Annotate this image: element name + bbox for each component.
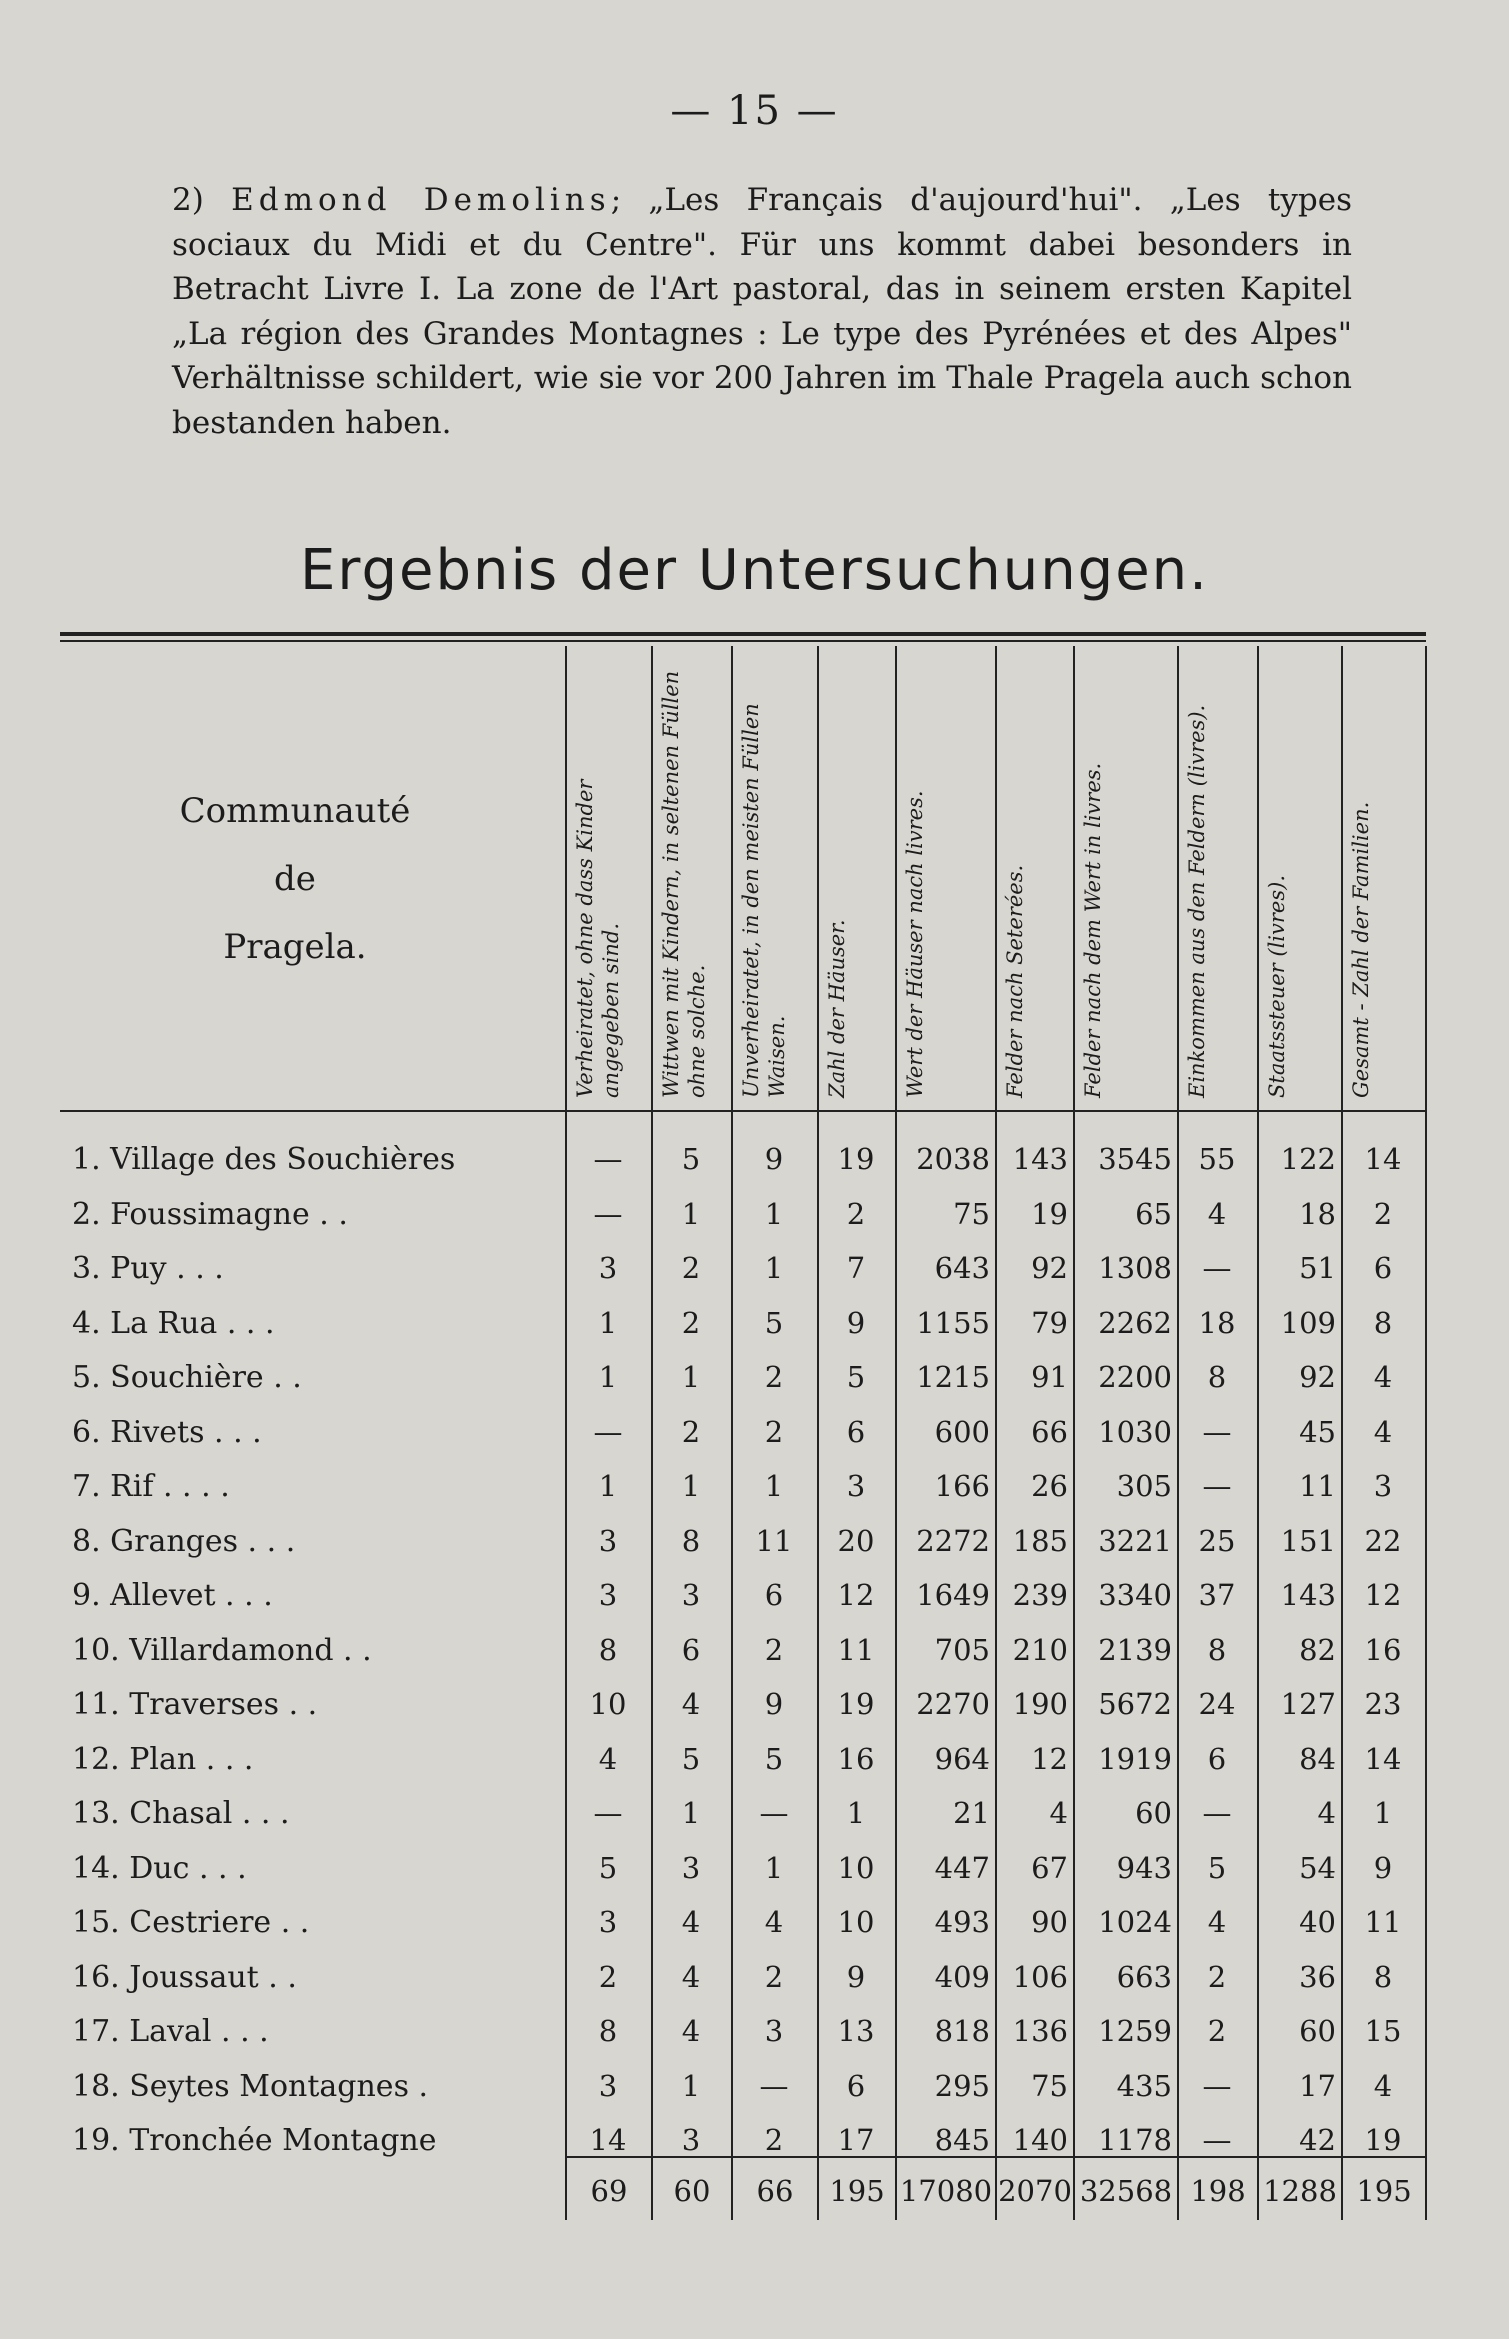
column-divider (651, 646, 653, 2220)
table-cell: 5 (598, 1850, 618, 1885)
table-cell: 4 (598, 1741, 618, 1776)
table-cell: 5 (846, 1360, 866, 1394)
column-divider (565, 646, 567, 2220)
row-label: 17. Laval . . . (72, 2014, 269, 2049)
total-cell: 69 (590, 2174, 628, 2208)
table-cell: 15 (1364, 2014, 1402, 2048)
total-cell: 2070 (998, 2174, 1072, 2208)
table-cell: 25 (1198, 1523, 1236, 1558)
table-cell: 447 (934, 1850, 990, 1885)
table-cell: 8 (1207, 1632, 1227, 1667)
row-label: 9. Allevet . . . (72, 1578, 273, 1613)
row-label: 8. Granges . . . (72, 1523, 296, 1559)
table-row (60, 1134, 1430, 1188)
table-cell: 1 (681, 1469, 701, 1503)
table-cell: 3 (1373, 1469, 1393, 1503)
table-cell: 2 (764, 1414, 784, 1449)
table-row (60, 1952, 1430, 2006)
table-cell: 84 (1299, 1741, 1336, 1776)
table-cell: — (593, 1796, 623, 1830)
table-cell: 1 (681, 1360, 701, 1394)
table-row (60, 1298, 1430, 1352)
table-cell: 964 (934, 1741, 990, 1776)
table-row (60, 1679, 1430, 1733)
table-cell: 1 (681, 1796, 701, 1830)
total-cell: 32568 (1079, 2174, 1173, 2208)
table-cell: 18 (1299, 1196, 1336, 1231)
table-cell: 5 (681, 1142, 701, 1176)
table-cell: 4 (1373, 1414, 1393, 1449)
table-cell: 2262 (1098, 1305, 1172, 1340)
table-cell: 19 (1364, 2123, 1402, 2157)
column-divider (817, 646, 819, 2220)
table-cell: 6 (846, 2068, 866, 2103)
table-cell: — (1202, 2123, 1232, 2157)
table-cell: 109 (1280, 1305, 1336, 1340)
table-cell: — (593, 1142, 623, 1176)
stub-header-line: de (274, 859, 316, 899)
table-cell: 5 (1207, 1850, 1227, 1885)
table-row (60, 1843, 1430, 1897)
table-cell: 8 (598, 2014, 618, 2048)
table-cell: 14 (1364, 1142, 1402, 1176)
table-cell: 92 (1299, 1360, 1336, 1394)
table-cell: 55 (1198, 1142, 1236, 1176)
table-cell: 2 (764, 1360, 784, 1394)
table-cell: 3 (764, 2014, 784, 2048)
table-cell: 3 (598, 1523, 618, 1558)
table-cell: 1308 (1098, 1251, 1172, 1285)
table-cell: 75 (1031, 2068, 1068, 2103)
table-cell: 23 (1364, 1687, 1402, 1721)
table-cell: 1 (598, 1360, 618, 1394)
table-cell: 91 (1031, 1360, 1068, 1394)
table-cell: 4 (1373, 1360, 1393, 1394)
table-cell: 3 (681, 1850, 701, 1885)
table-cell: 11 (755, 1523, 793, 1558)
table-cell: — (593, 1414, 623, 1449)
table-cell: 17 (837, 2123, 875, 2157)
table-cell: 19 (837, 1687, 875, 1721)
table-row (60, 2061, 1430, 2115)
column-header: Wert der Häuser nach livres. (903, 790, 927, 1098)
column-divider (731, 646, 733, 2220)
table-cell: 10 (589, 1687, 627, 1721)
table-cell: 2272 (916, 1523, 990, 1558)
table-cell: 6 (1207, 1741, 1227, 1776)
column-divider (1177, 646, 1179, 2220)
table-cell: — (1202, 1414, 1232, 1449)
stub-header-line: Pragela. (223, 927, 367, 967)
table-cell: 2 (681, 1414, 701, 1449)
table-cell: 9 (764, 1687, 784, 1721)
row-label: 15. Cestriere . . (72, 1905, 310, 1940)
table-cell: 60 (1135, 1796, 1172, 1830)
table-cell: 12 (1364, 1578, 1402, 1612)
row-label: 10. Villardamond . . (72, 1632, 372, 1668)
table-cell: 106 (1012, 1959, 1068, 1994)
table-cell: 54 (1299, 1850, 1336, 1885)
table-cell: 1259 (1098, 2014, 1172, 2048)
table-cell: 5 (764, 1305, 784, 1340)
total-cell: 66 (756, 2174, 794, 2208)
table-cell: 705 (934, 1632, 990, 1667)
table-cell: 143 (1280, 1578, 1336, 1612)
table-cell: 45 (1299, 1414, 1336, 1449)
table-cell: 7 (846, 1251, 866, 1285)
row-label: 18. Seytes Montagnes . (72, 2068, 429, 2104)
table-cell: 3 (681, 1578, 701, 1612)
table-row (60, 1788, 1430, 1842)
table-cell: 14 (1364, 1741, 1402, 1776)
table-cell: 1 (764, 1850, 784, 1885)
table-cell: 82 (1299, 1632, 1336, 1667)
row-label: 3. Puy . . . (72, 1251, 224, 1286)
table-cell: 11 (1299, 1469, 1336, 1503)
table-cell: 1649 (916, 1578, 990, 1612)
table-cell: 60 (1299, 2014, 1336, 2048)
total-cell: 17080 (899, 2174, 993, 2208)
table-cell: 2200 (1098, 1360, 1172, 1394)
table-cell: 409 (934, 1959, 990, 1994)
table-cell: 239 (1012, 1578, 1068, 1612)
table-cell: 2 (1207, 1959, 1227, 1994)
author-name: Edmond Demolins (231, 182, 611, 218)
table-cell: 185 (1012, 1523, 1068, 1558)
table-cell: 1 (846, 1796, 866, 1830)
table-cell: 13 (837, 2014, 875, 2048)
table-cell: 11 (1364, 1905, 1402, 1939)
table-cell: 1215 (916, 1360, 990, 1394)
results-table (60, 632, 1430, 2292)
row-label: 2. Foussimagne . . (72, 1196, 348, 1232)
table-cell: 3340 (1098, 1578, 1172, 1612)
stub-header (140, 777, 450, 981)
table-cell: 40 (1299, 1905, 1336, 1939)
row-label: 11. Traverses . . (72, 1687, 318, 1722)
table-cell: 3545 (1098, 1142, 1172, 1176)
table-cell: 3 (598, 1578, 618, 1612)
table-cell: 18 (1198, 1305, 1236, 1340)
table-row (60, 1189, 1430, 1243)
table-cell: 1024 (1098, 1905, 1172, 1939)
table-row (60, 2115, 1430, 2169)
table-cell: 435 (1116, 2068, 1172, 2103)
column-header: Zahl der Häuser. (825, 919, 849, 1098)
table-cell: 19 (837, 1142, 875, 1176)
table-cell: 2 (1207, 2014, 1227, 2048)
table-cell: 4 (1317, 1796, 1336, 1830)
table-cell: 21 (953, 1796, 990, 1830)
table-cell: — (1202, 1469, 1232, 1503)
column-header: Felder nach dem Wert in livres. (1081, 762, 1105, 1098)
section-heading: Ergebnis der Untersuchungen. (300, 538, 1209, 603)
table-top-rule-thin (60, 640, 1426, 642)
intro-text: ; „Les Français d'aujourd'hui". „Les types sociaux du Midi et du Centre". Für uns kommt dabei besonders in Betracht Livre I. La zone de l'Art pastoral, das in seinem ersten Kapitel „La région des Grandes Montagnes : Le type des Pyrénées et des Alpes" Verhältnisse schildert, wie sie vor 200 Jahren im Thale Pragela auch schon bestanden haben. (172, 182, 1352, 441)
total-cell: 1288 (1263, 2174, 1337, 2208)
column-divider (1341, 646, 1343, 2220)
table-cell: 4 (681, 1905, 701, 1939)
table-cell: 2 (764, 1632, 784, 1667)
table-row (60, 1734, 1430, 1788)
table-cell: 136 (1012, 2014, 1068, 2048)
table-cell: 5 (681, 1741, 701, 1776)
table-cell: 90 (1031, 1905, 1068, 1939)
table-row (60, 1516, 1430, 1570)
table-cell: 845 (934, 2123, 990, 2157)
table-cell: 1 (764, 1196, 784, 1231)
table-cell: 9 (846, 1959, 866, 1994)
table-cell: — (1202, 1251, 1232, 1285)
header-rule (60, 1110, 1426, 1112)
table-cell: 3 (598, 2068, 618, 2103)
page-number: — 15 — (670, 88, 839, 134)
totals-row (60, 2164, 1430, 2218)
total-cell: 195 (1356, 2174, 1412, 2208)
table-cell: 4 (1373, 2068, 1393, 2103)
table-cell: 8 (1373, 1959, 1393, 1994)
table-cell: 1919 (1098, 1741, 1172, 1776)
table-cell: 1 (764, 1469, 784, 1503)
table-cell: 9 (1373, 1850, 1393, 1885)
intro-paragraph (172, 178, 1352, 445)
table-cell: 8 (598, 1632, 618, 1667)
column-divider (895, 646, 897, 2220)
table-cell: 1 (598, 1305, 618, 1340)
table-row (60, 1625, 1430, 1679)
table-cell: 1 (1373, 1796, 1393, 1830)
row-label: 4. La Rua . . . (72, 1305, 275, 1341)
table-cell: 2270 (916, 1687, 990, 1721)
table-cell: 3 (598, 1251, 618, 1285)
table-cell: 2 (764, 1959, 784, 1994)
footnote-number: 2) (172, 182, 204, 218)
table-cell: 1 (598, 1469, 618, 1503)
table-cell: 20 (837, 1523, 875, 1558)
table-row (60, 1461, 1430, 1515)
table-cell: 66 (1031, 1414, 1068, 1449)
total-cell: 60 (673, 2174, 711, 2208)
table-cell: 11 (837, 1632, 875, 1667)
table-cell: 3 (846, 1469, 866, 1503)
table-cell: 10 (837, 1850, 875, 1885)
table-cell: 8 (1207, 1360, 1227, 1394)
table-cell: — (593, 1196, 623, 1231)
table-cell: 1 (681, 2068, 701, 2103)
table-cell: 6 (681, 1632, 701, 1667)
table-cell: 2038 (916, 1142, 990, 1176)
table-cell: 295 (934, 2068, 990, 2103)
table-cell: 600 (934, 1414, 990, 1449)
total-cell: 198 (1190, 2174, 1246, 2208)
row-label: 13. Chasal . . . (72, 1796, 290, 1831)
table-cell: 6 (846, 1414, 866, 1449)
table-cell: 2 (681, 1305, 701, 1340)
total-cell: 195 (829, 2174, 885, 2208)
table-cell: 493 (934, 1905, 990, 1939)
table-cell: 4 (681, 2014, 701, 2048)
column-header: Wittwen mit Kindern, in seltenen Füllen ohne solche. (659, 670, 709, 1098)
table-cell: 2 (681, 1251, 701, 1285)
table-cell: 1 (764, 1251, 784, 1285)
table-cell: 5672 (1098, 1687, 1172, 1721)
table-cell: 26 (1031, 1469, 1068, 1503)
table-cell: 1030 (1098, 1414, 1172, 1449)
table-cell: 1178 (1098, 2123, 1172, 2157)
table-cell: 2 (598, 1959, 618, 1994)
table-cell: 166 (934, 1469, 990, 1503)
table-cell: 4 (1207, 1196, 1227, 1231)
table-cell: 3 (598, 1905, 618, 1939)
table-cell: 6 (764, 1578, 784, 1612)
row-label: 6. Rivets . . . (72, 1414, 262, 1450)
table-cell: 4 (681, 1687, 701, 1721)
row-label: 12. Plan . . . (72, 1741, 254, 1777)
table-cell: 2139 (1098, 1632, 1172, 1667)
table-cell: — (759, 2068, 789, 2103)
table-row (60, 1243, 1430, 1297)
table-cell: 140 (1012, 2123, 1068, 2157)
table-cell: 4 (681, 1959, 701, 1994)
table-cell: 4 (1049, 1796, 1068, 1830)
table-cell: 305 (1116, 1469, 1172, 1503)
table-cell: 3221 (1098, 1523, 1172, 1558)
table-cell: 19 (1031, 1196, 1068, 1231)
table-cell: 22 (1364, 1523, 1402, 1558)
table-cell: 4 (764, 1905, 784, 1939)
table-cell: 943 (1116, 1850, 1172, 1885)
column-header: Staatssteuer (livres). (1265, 875, 1289, 1098)
column-divider (1425, 646, 1427, 2220)
table-cell: 663 (1116, 1959, 1172, 1994)
table-row (60, 1352, 1430, 1406)
row-label: 14. Duc . . . (72, 1850, 247, 1886)
table-cell: 92 (1031, 1251, 1068, 1285)
table-cell: 14 (589, 2123, 627, 2157)
table-cell: 6 (1373, 1251, 1393, 1285)
table-cell: 151 (1280, 1523, 1336, 1558)
table-cell: 9 (764, 1142, 784, 1176)
table-row (60, 1570, 1430, 1624)
row-label: 7. Rif . . . . (72, 1469, 230, 1504)
table-row (60, 2006, 1430, 2060)
table-cell: 122 (1280, 1142, 1336, 1176)
table-cell: 127 (1280, 1687, 1336, 1721)
column-divider (1073, 646, 1075, 2220)
table-cell: 2 (1373, 1196, 1393, 1231)
table-cell: 210 (1012, 1632, 1068, 1667)
row-label: 19. Tronchée Montagne (72, 2123, 437, 2158)
table-cell: 12 (1031, 1741, 1068, 1776)
table-cell: 2 (764, 2123, 784, 2157)
table-cell: 4 (1207, 1905, 1227, 1939)
row-label: 1. Village des Souchières (72, 1142, 456, 1177)
table-cell: 8 (1373, 1305, 1393, 1340)
table-cell: 8 (681, 1523, 701, 1558)
table-cell: 36 (1299, 1959, 1336, 1994)
table-cell: 67 (1031, 1850, 1068, 1885)
table-cell: 9 (846, 1305, 866, 1340)
table-cell: 5 (764, 1741, 784, 1776)
table-cell: 10 (837, 1905, 875, 1939)
table-cell: 2 (846, 1196, 866, 1231)
row-label: 16. Joussaut . . (72, 1959, 297, 1995)
table-cell: — (1202, 2068, 1232, 2103)
table-row (60, 1407, 1430, 1461)
column-header: Felder nach Seterées. (1003, 864, 1027, 1098)
table-cell: 65 (1135, 1196, 1172, 1231)
table-cell: 143 (1012, 1142, 1068, 1176)
column-divider (995, 646, 997, 2220)
table-cell: 190 (1012, 1687, 1068, 1721)
column-divider (1257, 646, 1259, 2220)
table-cell: 1 (681, 1196, 701, 1231)
column-header: Gesamt - Zahl der Familien. (1349, 801, 1373, 1098)
table-top-rule (60, 632, 1426, 636)
table-cell: 24 (1198, 1687, 1236, 1721)
table-cell: 79 (1031, 1305, 1068, 1340)
table-cell: 818 (934, 2014, 990, 2048)
table-cell: — (1202, 1796, 1232, 1830)
table-row (60, 1897, 1430, 1951)
table-cell: 16 (1364, 1632, 1402, 1667)
table-cell: 37 (1198, 1578, 1236, 1612)
row-label: 5. Souchière . . (72, 1360, 302, 1395)
table-cell: 16 (837, 1741, 875, 1776)
table-cell: 643 (934, 1251, 990, 1285)
column-header: Einkommen aus den Feldern (livres). (1185, 704, 1209, 1098)
table-cell: 51 (1299, 1251, 1336, 1285)
column-header: Verheiratet, ohne dass Kinder angegeben sind. (573, 779, 623, 1098)
table-cell: 42 (1299, 2123, 1336, 2157)
table-cell: 3 (681, 2123, 701, 2157)
table-cell: 12 (837, 1578, 875, 1612)
stub-header-line: Communauté (179, 791, 411, 831)
table-cell: 1155 (916, 1305, 990, 1340)
table-cell: 17 (1299, 2068, 1336, 2103)
table-cell: — (759, 1796, 789, 1830)
table-cell: 75 (953, 1196, 990, 1231)
column-header: Unverheiratet, in den meisten Füllen Waisen. (739, 703, 789, 1098)
